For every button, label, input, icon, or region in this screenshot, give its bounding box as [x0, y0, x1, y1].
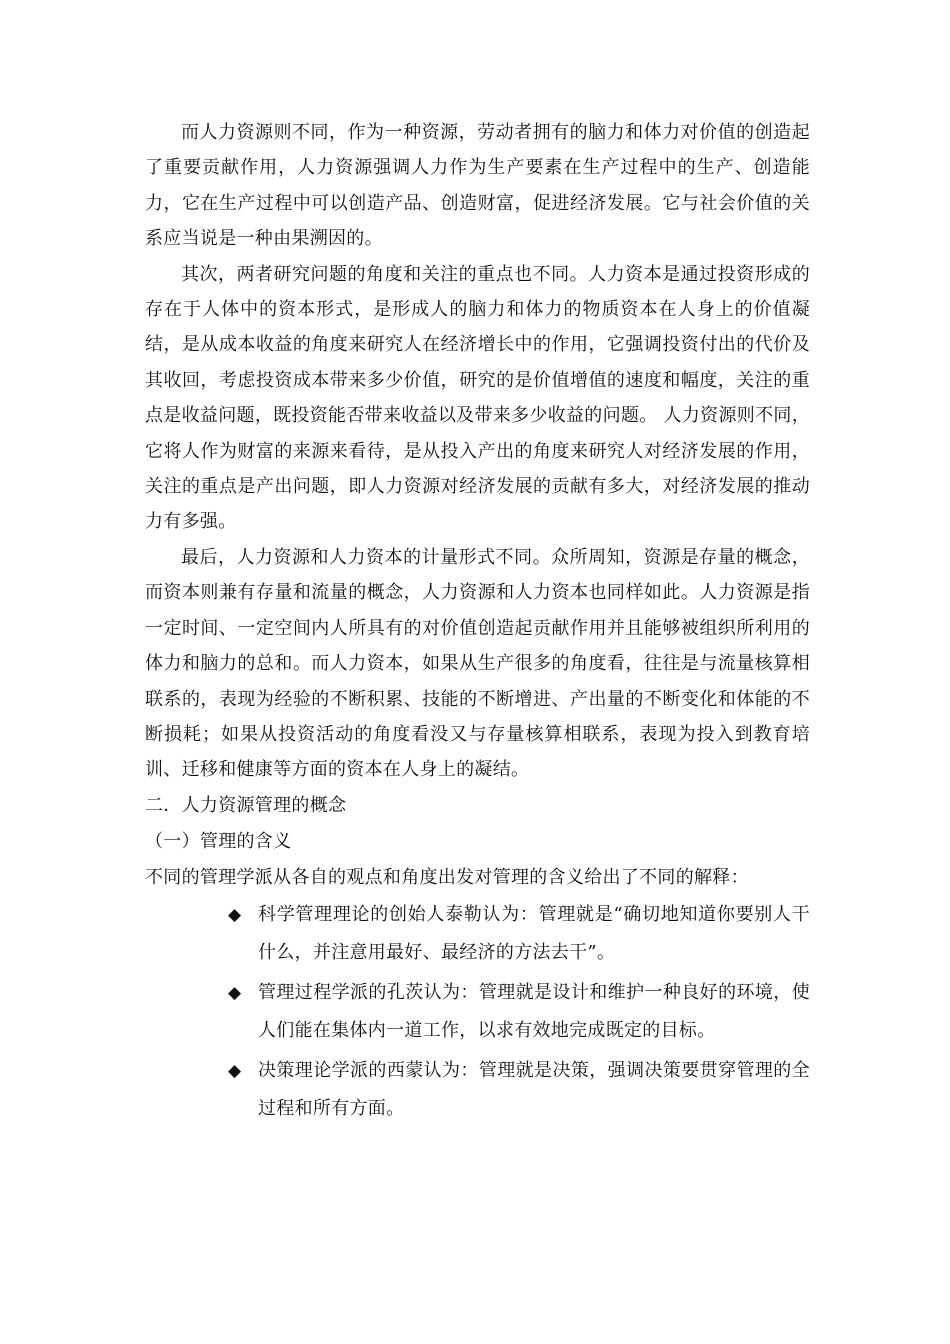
list-item	[230, 896, 810, 972]
diamond-bullet-icon: ◆	[228, 1060, 242, 1081]
intro-line: 不同的管理学派从各自的观点和角度出发对管理的含义给出了不同的解释：	[145, 866, 749, 888]
definition-list	[145, 896, 810, 1128]
document-page	[145, 115, 810, 1130]
paragraph-human-resources-difference: 而人力资源则不同，作为一种资源，劳动者拥有的脑力和体力对价值的创造起了重要贡献作用，人力资源强调人力作为生产要素在生产过程中的生产、创造能力，它在生产过程中可以创造产品、创造财富，促进经济发展。它与社会价值的关系应当说是一种由果溯因的。	[145, 122, 810, 250]
list-item-text: 科学管理理论的创始人泰勒认为：管理就是“确切地知道你要别人干什么，并注意用最好、最经济的方法去干”。	[258, 903, 810, 963]
subsection-heading: （一）管理的含义	[145, 830, 292, 852]
paragraph-research-angle: 其次，两者研究问题的角度和关注的重点也不同。人力资本是通过投资形成的 存在于人体中的资本形式，是形成人的脑力和体力的物质资本在人身上的价值凝结，是从成本收益的角度来研究人在经济增长中的作用，它强调投资付出的代价及其收回，考虑投资成本带来多少价值，研究的是价值增值的速度和幅度，关注的重点是收益问题，既投资能否带来收益以及带来多少收益的问题。 人力资源则不同，它将人作为财富的来源来看待，是从投入产出的角度来研究人对经济发展的作用，关注的重点是产出问题，即人力资源对经济发展的贡献有多大，对经济发展的推动力有多强。	[145, 263, 810, 533]
section-heading: 二．人力资源管理的概念	[145, 794, 347, 816]
diamond-bullet-icon: ◆	[228, 982, 242, 1003]
list-item-text: 决策理论学派的西蒙认为：管理就是决策，强调决策要贯穿管理的全过程和所有方面。	[258, 1059, 810, 1119]
list-item	[230, 974, 810, 1050]
list-item	[230, 1052, 810, 1128]
paragraph-measurement-form: 最后，人力资源和人力资本的计量形式不同。众所周知，资源是存量的概念，而资本则兼有存量和流量的概念，人力资源和人力资本也同样如此。人力资源是指一定时间、一定空间内人所具有的对价值创造起贡献作用并且能够被组织所利用的体力和脑力的总和。而人力资本，如果从生产很多的角度看，往往是与流量核算相联系的，表现为经验的不断积累、技能的不断增进、产出量的不断变化和体能的不断损耗；如果从投资活动的角度看没又与存量核算相联系，表现为投入到教育培训、迁移和健康等方面的资本在人身上的凝结。	[145, 546, 810, 781]
diamond-bullet-icon: ◆	[228, 904, 242, 925]
list-item-text: 管理过程学派的孔茨认为：管理就是设计和维护一种良好的环境，使人们能在集体内一道工作，以求有效地完成既定的目标。	[258, 981, 810, 1041]
